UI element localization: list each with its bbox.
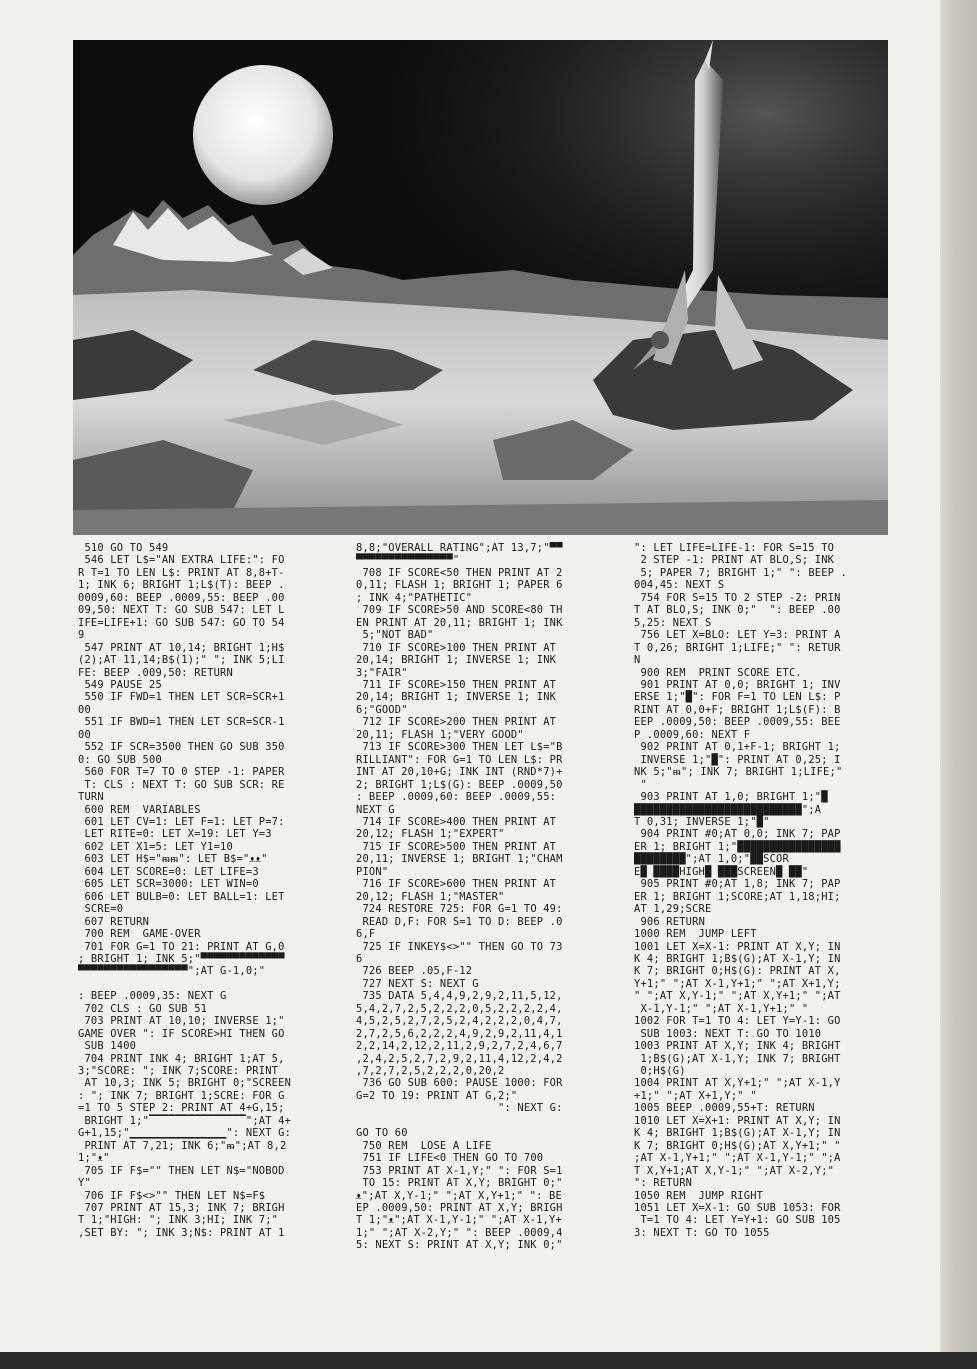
code-line: 1003 PRINT AT X,Y; INK 4; BRIGHT	[634, 1040, 841, 1053]
code-line: T=1 TO 4: LET Y=Y+1: GO SUB 105	[634, 1214, 841, 1227]
code-line: 09,50: NEXT T: GO SUB 547: LET L	[78, 604, 285, 617]
code-line: PRINT AT 7,21; INK 6;"ᵯ";AT 8,2	[78, 1139, 287, 1152]
code-line: ; BRIGHT 1; INK 5;"▀▀▀▀▀▀▀▀▀▀▀▀▀	[78, 952, 285, 965]
code-line: 714 IF SCORE>400 THEN PRINT AT	[356, 815, 557, 828]
code-line: 20,14; BRIGHT 1; INVERSE 1; INK	[356, 654, 557, 667]
code-line: 736 GO SUB 600: PAUSE 1000: FOR	[356, 1077, 563, 1090]
code-line: 604 LET SCORE=0: LET LIFE=3	[78, 865, 259, 878]
code-line: 713 IF SCORE>300 THEN LET L$="B	[356, 741, 563, 754]
code-line: 00	[78, 728, 91, 741]
code-line: 2,2,14,2,12,2,11,2,9,2,7,2,4,6,7	[356, 1040, 563, 1053]
code-line: 547 PRINT AT 10,14; BRIGHT 1;H$	[78, 641, 285, 654]
code-line: 20,14; BRIGHT 1; INVERSE 1; INK	[356, 691, 557, 704]
code-line: 9	[78, 629, 85, 642]
code-line: T 0,31; INVERSE 1;"█"	[634, 815, 770, 828]
code-line: RILLIANT": FOR G=1 TO LEN L$: PR	[356, 753, 563, 766]
code-line: +1;" ";AT X+1,Y;" "	[634, 1089, 757, 1102]
code-line: 602 LET X1=5: LET Y1=10	[78, 840, 233, 853]
code-line: ": LET LIFE=LIFE-1: FOR S=15 TO	[634, 542, 835, 554]
code-line: EEP .0009,50: BEEP .0009,55: BEE	[634, 716, 841, 729]
code-line: READ D,F: FOR S=1 TO D: BEEP .0	[356, 915, 563, 928]
code-line: T 1;"HIGH: "; INK 3;HI; INK 7;"	[78, 1214, 279, 1227]
code-line: EN PRINT AT 20,11; BRIGHT 1; INK	[356, 616, 563, 629]
code-line: 3;"SCORE: "; INK 7;SCORE: PRINT	[78, 1065, 279, 1078]
code-line: AT 1,29;SCRE	[634, 903, 712, 916]
code-line: SUB 1400	[78, 1040, 137, 1053]
code-line: 600 REM VARIABLES	[78, 803, 208, 816]
code-line: 0,11; FLASH 1; BRIGHT 1; PAPER 6	[356, 579, 563, 592]
code-line: 549 PAUSE 25	[78, 678, 162, 691]
code-line: 906 RETURN	[634, 915, 706, 928]
code-line: 4,5,2,5,2,7,2,5,2,4,2,2,2,0,4,7,	[356, 1015, 563, 1028]
code-line: Y"	[78, 1177, 91, 1190]
code-line: 5;"NOT BAD"	[356, 629, 434, 642]
code-line: NK 5;"ᵯ"; INK 7; BRIGHT 1;LIFE;"	[634, 766, 843, 779]
code-line: =1 TO 5 STEP 2: PRINT AT 4+G,15;	[78, 1102, 285, 1115]
code-line: INT AT 20,10+G; INK INT (RND*7)+	[356, 766, 563, 779]
code-line: "	[634, 778, 647, 791]
code-line: 20,11; FLASH 1;"VERY GOOD"	[356, 728, 524, 741]
code-line: 004,45: NEXT S	[634, 579, 725, 592]
code-line: 901 PRINT AT 0,0; BRIGHT 1; INV	[634, 678, 841, 691]
code-line: (2);AT 11,14;B$(1);" "; INK 5;LI	[78, 654, 285, 667]
code-line: 20,11; INVERSE 1; BRIGHT 1;"CHAM	[356, 853, 563, 866]
code-line: ,2,4,2,5,2,7,2,9,2,11,4,12,2,4,2	[356, 1052, 563, 1065]
code-line: 700 REM GAME-OVER	[78, 928, 208, 941]
code-line: SCRE=0	[78, 903, 124, 916]
code-line: 1;" ";AT X-2,Y;" ": BEEP .0009,4	[356, 1226, 563, 1239]
code-line: RINT AT 0,0+F; BRIGHT 1;L$(F): B	[634, 703, 841, 716]
code-line: T 1;"ᴥ";AT X-1,Y-1;" ";AT X-1,Y+	[356, 1214, 562, 1227]
code-line: ": NEXT G:	[356, 1102, 563, 1115]
code-line: 560 FOR T=7 TO 0 STEP -1: PAPER	[78, 766, 285, 779]
code-line: TURN	[78, 791, 104, 804]
code-line: N	[634, 654, 641, 667]
code-line: Y+1;" ";AT X-1,Y+1;" ";AT X+1,Y;	[634, 977, 841, 990]
code-line: T AT BLO,S; INK 0;" ": BEEP .00	[634, 604, 841, 617]
code-line: 704 PRINT INK 4; BRIGHT 1;AT 5,	[78, 1052, 285, 1065]
code-line: 5,25: NEXT S	[634, 616, 712, 629]
code-line: T: CLS : NEXT T: GO SUB SCR: RE	[78, 778, 285, 791]
code-line: 702 CLS : GO SUB 51	[78, 1002, 208, 1015]
code-line: 710 IF SCORE>100 THEN PRINT AT	[356, 641, 557, 654]
code-line: 2 STEP -1: PRINT AT BLO,S; INK	[634, 554, 835, 567]
code-line: K 7; BRIGHT 0;H$(G): PRINT AT X,	[634, 965, 841, 978]
code-line: X-1,Y-1;" ";AT X-1,Y+1;" "	[634, 1002, 809, 1015]
code-line: LET RITE=0: LET X=19: LET Y=3	[78, 828, 272, 841]
code-line: 6	[356, 952, 363, 965]
code-line: 900 REM PRINT SCORE ETC.	[634, 666, 809, 679]
code-column-3	[634, 542, 896, 1332]
code-line: K 7; BRIGHT 0;H$(G);AT X,Y+1;" "	[634, 1139, 841, 1152]
code-line: ████████";AT 1,0;"██SCOR	[634, 853, 789, 866]
moon-shape	[193, 65, 333, 205]
code-line: 707 PRINT AT 15,3; INK 7; BRIGH	[78, 1202, 285, 1214]
code-line: G=2 TO 19: PRINT AT G,2;"	[356, 1089, 518, 1102]
code-line: ER 1; BRIGHT 1;SCORE;AT 1,18;HI;	[634, 890, 841, 903]
code-line: 601 LET CV=1: LET F=1: LET P=7:	[78, 815, 285, 828]
code-line: P .0009,60: NEXT F	[634, 728, 751, 741]
code-line: ᴥ";AT X,Y-1;" ";AT X,Y+1;" ": BE	[356, 1189, 562, 1202]
code-line: 1000 REM JUMP LEFT	[634, 928, 764, 941]
code-line: 1001 LET X=X-1: PRINT AT X,Y; IN	[634, 940, 841, 953]
code-line: EP .0009,50: PRINT AT X,Y; BRIGH	[356, 1202, 563, 1214]
code-line: 550 IF FWD=1 THEN LET SCR=SCR+1	[78, 691, 285, 704]
code-line: 551 IF BWD=1 THEN LET SCR=SCR-1	[78, 716, 285, 729]
code-line: 711 IF SCORE>150 THEN PRINT AT	[356, 678, 557, 691]
code-line: R T=1 TO LEN L$: PRINT AT 8,8+T-	[78, 566, 285, 579]
code-line: 2,7,2,5,6,2,2,2,4,9,2,9,2,11,4,1	[356, 1027, 563, 1040]
code-line: T X,Y+1;AT X,Y-1;" ";AT X-2,Y;"	[634, 1164, 835, 1177]
code-line: 0009,60: BEEP .0009,55: BEEP .00	[78, 591, 285, 604]
code-line: 510 GO TO 549	[78, 542, 169, 554]
code-line: 3: NEXT T: GO TO 1055	[634, 1226, 770, 1239]
code-line: GO TO 60	[356, 1127, 408, 1140]
code-line: 1002 FOR T=1 TO 4: LET Y=Y-1: GO	[634, 1015, 841, 1028]
code-line: 715 IF SCORE>500 THEN PRINT AT	[356, 840, 557, 853]
moon-landscape-rocket-illustration	[73, 40, 888, 535]
code-line: TO 15: PRINT AT X,Y; BRIGHT 0;"	[356, 1177, 563, 1190]
code-line: 902 PRINT AT 0,1+F-1; BRIGHT 1;	[634, 741, 841, 754]
code-line: 709 IF SCORE>50 AND SCORE<80 TH	[356, 604, 563, 617]
code-line: 607 RETURN	[78, 915, 150, 928]
code-line: 904 PRINT #0;AT 0,0; INK 7; PAP	[634, 828, 841, 841]
code-line: 750 REM LOSE A LIFE	[356, 1139, 499, 1152]
code-line: 705 IF F$="" THEN LET N$="NOBOD	[78, 1164, 285, 1177]
code-line: ER 1; BRIGHT 1;"████████████████	[634, 840, 841, 853]
code-line: 725 IF INKEY$<>"" THEN GO TO 73	[356, 940, 563, 953]
code-line: 703 PRINT AT 10,10; INVERSE 1;"	[78, 1015, 285, 1028]
code-line: K 4; BRIGHT 1;B$(G);AT X-1,Y; IN	[634, 952, 841, 965]
code-line: 1;"ᴥ"	[78, 1152, 110, 1165]
code-line: 706 IF F$<>"" THEN LET N$=F$	[78, 1189, 266, 1202]
code-line: GAME OVER ": IF SCORE>HI THEN GO	[78, 1027, 285, 1040]
code-line: 708 IF SCORE<50 THEN PRINT AT 2	[356, 566, 563, 579]
code-line: : BEEP .0009,35: NEXT G	[78, 990, 227, 1003]
code-line: 605 LET SCR=3000: LET WIN=0	[78, 878, 259, 891]
code-line: ;AT X-1,Y+1;" ";AT X-1,Y-1;" ";A	[634, 1152, 841, 1165]
code-line: 2; BRIGHT 1;L$(G): BEEP .0009,50	[356, 778, 563, 791]
code-line: 1010 LET X=X+1: PRINT AT X,Y; IN	[634, 1114, 841, 1127]
code-line: 751 IF LIFE<0 THEN GO TO 700	[356, 1152, 544, 1165]
code-line: 1051 LET X=X-1: GO SUB 1053: FOR	[634, 1202, 841, 1215]
code-line: K 4; BRIGHT 1;B$(G);AT X-1,Y; IN	[634, 1127, 841, 1140]
code-line: ": RETURN	[634, 1177, 693, 1190]
code-line: 727 NEXT S: NEXT G	[356, 977, 479, 990]
code-line: 1004 PRINT AT X,Y+1;" ";AT X-1,Y	[634, 1077, 841, 1090]
code-line: 903 PRINT AT 1,0; BRIGHT 1;"█	[634, 791, 828, 804]
code-line: SUB 1003: NEXT T: GO TO 1010	[634, 1027, 822, 1040]
code-line: 753 PRINT AT X-1,Y;" ": FOR S=1	[356, 1164, 563, 1177]
code-line: : BEEP .0009,60: BEEP .0009,55:	[356, 791, 557, 804]
code-line: 00	[78, 703, 91, 716]
code-line: 701 FOR G=1 TO 21: PRINT AT G,0	[78, 940, 285, 953]
code-line: 5: NEXT S: PRINT AT X,Y; INK 0;"	[356, 1239, 563, 1252]
code-line: 735 DATA 5,4,4,9,2,9,2,11,5,12,	[356, 990, 563, 1003]
code-line: : "; INK 7; BRIGHT 1;SCRE: FOR G	[78, 1089, 285, 1102]
code-line: 8,8;"OVERALL RATING";AT 13,7;"▀▀	[356, 542, 563, 554]
code-line: 20,12; FLASH 1;"EXPERT"	[356, 828, 505, 841]
code-line	[78, 978, 340, 990]
code-line: 724 RESTORE 725: FOR G=1 TO 49:	[356, 903, 563, 916]
code-line: FE: BEEP .009,50: RETURN	[78, 666, 233, 679]
code-line: 546 LET L$="AN EXTRA LIFE:": FO	[78, 554, 285, 567]
code-line: BRIGHT 1;"▔▔▔▔▔▔▔▔▔▔▔▔▔▔▔";AT 4+	[78, 1114, 292, 1127]
code-line: 552 IF SCR=3500 THEN GO SUB 350	[78, 741, 285, 754]
page-edge-shadow	[940, 0, 977, 1369]
code-column-2	[356, 542, 620, 1332]
code-line: 6,F	[356, 928, 376, 941]
code-line: 5,4,2,7,2,5,2,2,2,0,5,2,2,2,2,4,	[356, 1002, 563, 1015]
code-line: 726 BEEP .05,F-12	[356, 965, 473, 978]
code-column-1	[78, 542, 340, 1332]
code-line: ,SET BY: "; INK 3;N$: PRINT AT 1	[78, 1226, 285, 1239]
code-line: ▀▀▀▀▀▀▀▀▀▀▀▀▀▀▀▀▀";AT G-1,0;"	[78, 965, 266, 978]
code-line: " ";AT X,Y-1;" ";AT X,Y+1;" ";AT	[634, 990, 841, 1003]
code-line: 756 LET X=BLO: LET Y=3: PRINT A	[634, 629, 841, 642]
code-line: 603 LET H$="ᵯᵯ": LET B$="ᴥᴥ"	[78, 853, 268, 866]
code-line: 6;"GOOD"	[356, 703, 408, 716]
code-line: T 0,26; BRIGHT 1;LIFE;" ": RETUR	[634, 641, 841, 654]
code-line: ██████████████████████████";A	[634, 803, 822, 816]
code-line: 1;B$(G);AT X-1,Y; INK 7; BRIGHT	[634, 1052, 841, 1065]
code-line: INVERSE 1;"█": PRINT AT 0,25; I	[634, 753, 841, 766]
page-bottom-edge	[0, 1352, 977, 1369]
code-line: NEXT G	[356, 803, 395, 816]
code-line: E█ ████HIGH█ ███SCREEN█ ██"	[634, 865, 809, 878]
code-line: 0: GO SUB 500	[78, 753, 162, 766]
code-line: 905 PRINT #0;AT 1,8; INK 7; PAP	[634, 878, 841, 891]
code-line: 5; PAPER 7; BRIGHT 1;" ": BEEP .	[634, 566, 848, 579]
code-line: 1005 BEEP .0009,55+T: RETURN	[634, 1102, 815, 1115]
code-line: IFE=LIFE+1: GO SUB 547: GO TO 54	[78, 616, 285, 629]
code-line: 754 FOR S=15 TO 2 STEP -2: PRIN	[634, 591, 841, 604]
code-line: ; INK 4;"PATHETIC"	[356, 591, 473, 604]
code-line: 3;"FAIR"	[356, 666, 408, 679]
code-line: G+1,15;"▁▁▁▁▁▁▁▁▁▁▁▁▁▁▁": NEXT G:	[78, 1127, 292, 1140]
code-line: ,7,2,7,2,5,2,2,2,0,20,2	[356, 1065, 505, 1078]
code-line: 20,12; FLASH 1;"MASTER"	[356, 890, 505, 903]
code-line: 716 IF SCORE>600 THEN PRINT AT	[356, 878, 557, 891]
code-line: 1050 REM JUMP RIGHT	[634, 1189, 770, 1202]
code-line: 712 IF SCORE>200 THEN PRINT AT	[356, 716, 557, 729]
code-line: ERSE 1;"█": FOR F=1 TO LEN L$: P	[634, 691, 841, 704]
code-line: 1; INK 6; BRIGHT 1;L$(T): BEEP .	[78, 579, 285, 592]
code-line: ▀▀▀▀▀▀▀▀▀▀▀▀▀▀▀"	[356, 554, 460, 567]
code-line: AT 10,3; INK 5; BRIGHT 0;"SCREEN	[78, 1077, 292, 1090]
code-line: 606 LET BULB=0: LET BALL=1: LET	[78, 890, 285, 903]
moon-rocket-photo	[73, 40, 888, 535]
code-line: PION"	[356, 865, 389, 878]
code-line: 0;H$(G)	[634, 1065, 686, 1078]
code-line	[356, 1115, 620, 1127]
